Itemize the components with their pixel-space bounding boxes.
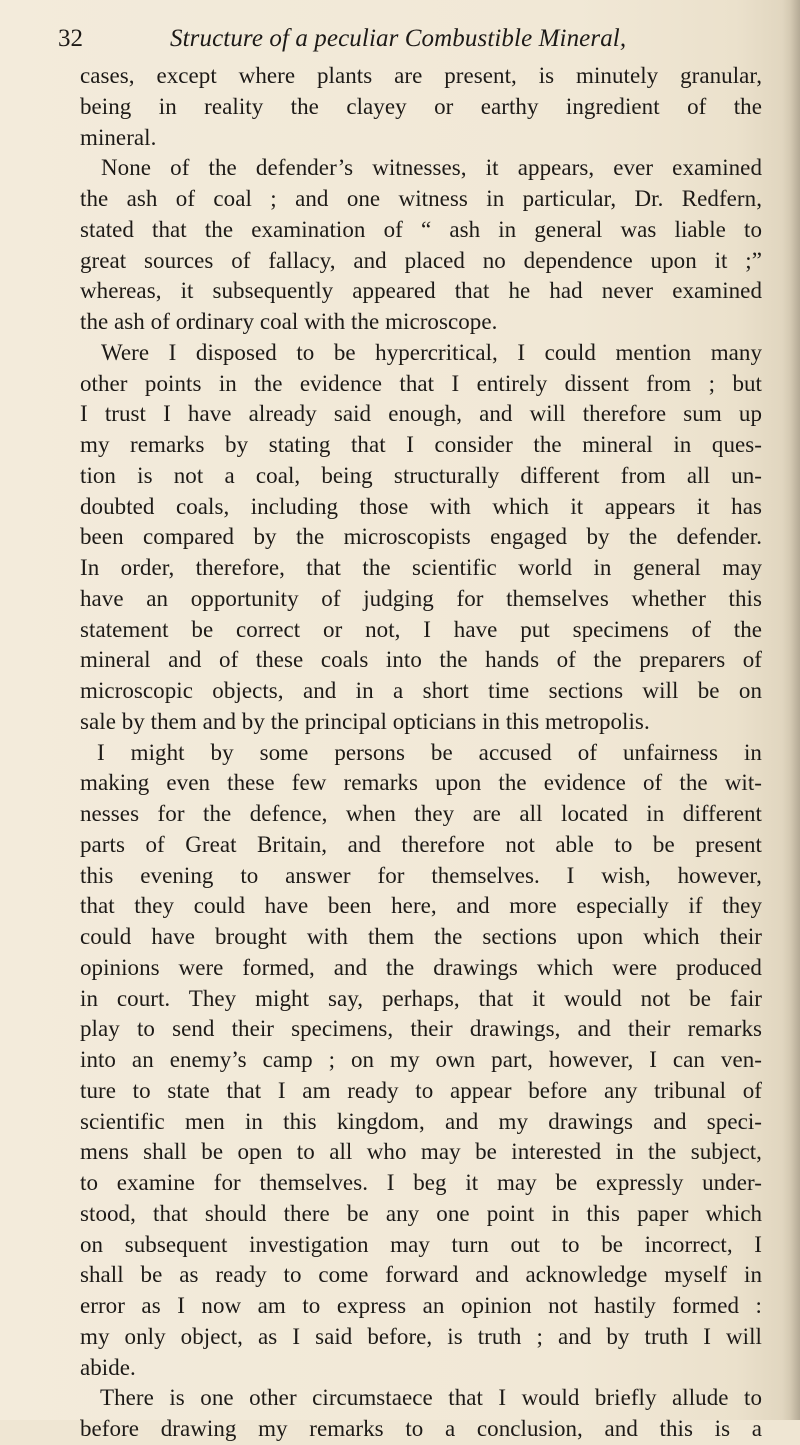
paragraph-first-line: I might by some persons be accused of unfairness in bbox=[97, 739, 762, 765]
text-line: nesses for the defence, when they are all located in different bbox=[80, 801, 762, 826]
text-line: doubted coals, including those with which it appears it has bbox=[80, 493, 762, 519]
text-line: I trust I have already said enough, and will therefore sum up bbox=[80, 401, 762, 427]
text-line: been compared by the microscopists engaged by the defender. bbox=[80, 524, 762, 550]
running-title: Structure of a peculiar Combustible Mineral, bbox=[170, 25, 627, 52]
text-line: ture to state that I am ready to appear before any tribunal of bbox=[80, 1077, 762, 1103]
text-line: other points in the evidence that I entirely dissent from ; but bbox=[80, 370, 762, 396]
text-line: making even these few remarks upon the evidence of the wit- bbox=[80, 770, 762, 796]
text-line: play to send their specimens, their drawings, and their remarks bbox=[80, 1016, 762, 1042]
text-line: statement be correct or not, I have put specimens of the bbox=[80, 616, 762, 642]
text-line: opinions were formed, and the drawings which were produced bbox=[80, 954, 762, 980]
text-line: mineral and of these coals into the hands of the preparers of bbox=[80, 647, 762, 673]
text-line: my remarks by stating that I consider the mineral in ques- bbox=[80, 432, 762, 457]
text-line: In order, therefore, that the scientific world in general may bbox=[80, 555, 762, 580]
text-line: mens shall be open to all who may be interested in the subject, bbox=[80, 1139, 762, 1165]
text-line: being in reality the clayey or earthy ingredient of the bbox=[80, 93, 762, 119]
text-line: shall be as ready to come forward and acknowledge myself in bbox=[80, 1262, 762, 1288]
text-line: mineral. bbox=[80, 124, 157, 150]
text-line: have an opportunity of judging for themselves whether this bbox=[80, 585, 762, 611]
text-line: sale by them and by the principal opticians in this metropolis. bbox=[80, 708, 650, 734]
text-line: this evening to answer for themselves. I wish, however, bbox=[80, 862, 762, 888]
text-line: great sources of fallacy, and placed no dependence upon it ;” bbox=[80, 247, 762, 273]
paragraph-first-line: None of the defender’s witnesses, it appears, ever examined bbox=[101, 155, 762, 181]
text-line: into an enemy’s camp ; on my own part, however, I can ven- bbox=[80, 1047, 762, 1072]
text-line: in court. They might say, perhaps, that it would not be fair bbox=[80, 985, 762, 1011]
paragraph-first-line: Were I disposed to be hypercritical, I could mention many bbox=[101, 339, 762, 365]
text-line: stood, that should there be any one point in this paper which bbox=[80, 1200, 762, 1226]
page-edge-shadow bbox=[782, 0, 800, 1420]
text-line: whereas, it subsequently appeared that he had never examined bbox=[80, 278, 762, 304]
running-head bbox=[58, 21, 718, 57]
text-line: before drawing my remarks to a conclusion, and this is a bbox=[80, 1416, 762, 1441]
text-line: to examine for themselves. I beg it may be expressly under- bbox=[80, 1170, 762, 1195]
text-line: microscopic objects, and in a short time sections will be on bbox=[80, 678, 762, 703]
text-line: error as I now am to express an opinion not hastily formed : bbox=[80, 1293, 762, 1318]
text-line: my only object, as I said before, is truth ; and by truth I will bbox=[80, 1323, 762, 1349]
text-line: stated that the examination of “ ash in general was liable to bbox=[80, 216, 762, 242]
text-line: cases, except where plants are present, is minutely granular, bbox=[80, 63, 762, 88]
page-number: 32 bbox=[58, 25, 83, 52]
text-line: parts of Great Britain, and therefore not able to be present bbox=[80, 831, 762, 857]
paragraph-first-line: There is one other circumstaece that I would briefly allude to bbox=[100, 1385, 762, 1411]
text-line: the ash of ordinary coal with the microscope. bbox=[80, 309, 498, 334]
text-line: that they could have been here, and more especially if they bbox=[80, 893, 762, 919]
text-line: could have brought with them the sections upon which their bbox=[80, 924, 762, 949]
text-line: the ash of coal ; and one witness in particular, Dr. Redfern, bbox=[80, 186, 762, 211]
text-line: tion is not a coal, being structurally different from all un- bbox=[80, 462, 762, 488]
body-text bbox=[80, 61, 762, 1445]
text-line: abide. bbox=[80, 1354, 136, 1380]
text-line: scientific men in this kingdom, and my drawings and speci- bbox=[80, 1108, 762, 1134]
text-line: on subsequent investigation may turn out to be incorrect, I bbox=[80, 1231, 762, 1257]
